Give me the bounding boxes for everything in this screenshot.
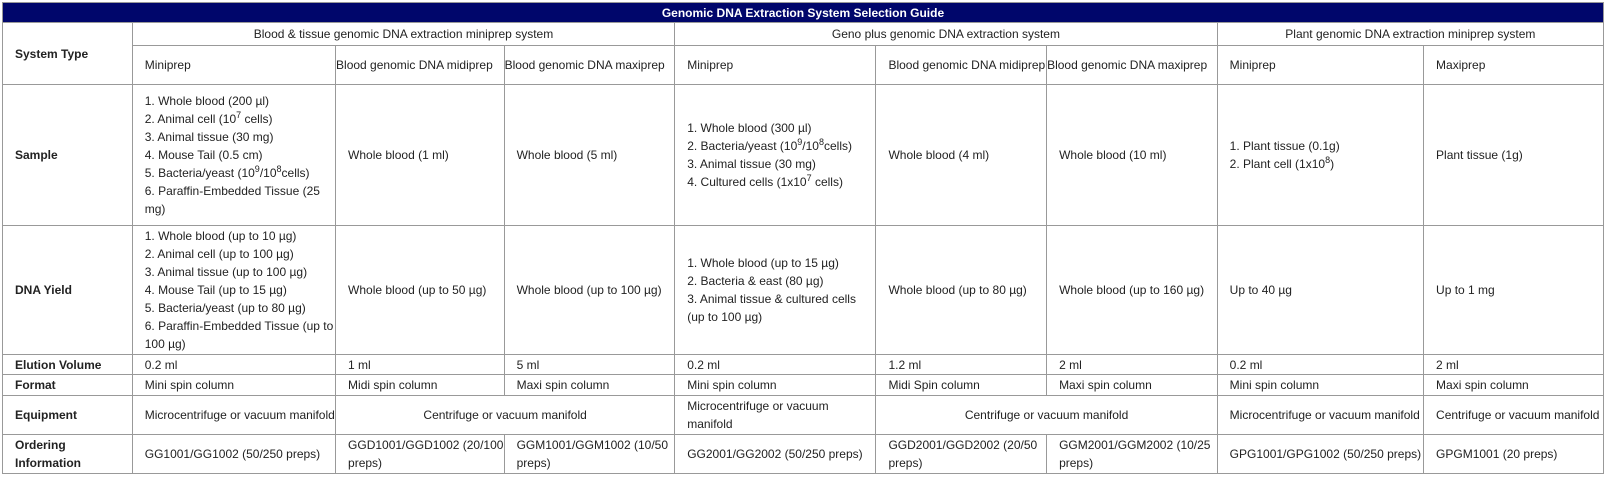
ordering-cell-8: GPGM1001 (20 preps) xyxy=(1424,435,1604,474)
elution-cell-7: 0.2 ml xyxy=(1217,355,1423,375)
elution-cell-3: 5 ml xyxy=(504,355,675,375)
sample-1-line-1: 1. Whole blood (200 µl) xyxy=(144,94,270,108)
format-cell-7: Mini spin column xyxy=(1217,375,1423,396)
sample-1-line-5: 5. Bacteria/yeast $(10^9/10^8cells)$ xyxy=(144,164,310,180)
yield-4-line-1: 1. Whole blood (up to 15 µg) xyxy=(687,256,839,270)
sample-1-line-6: 6. Paraffin-Embedded Tissue (25 mg) xyxy=(144,184,320,216)
ordering-cell-5: GGD2001/GGD2002 (20/50 preps) xyxy=(876,435,1047,474)
elution-cell-8: 2 ml xyxy=(1424,355,1604,375)
sample-4-line-3: 3. Animal tissue (30 mg) xyxy=(687,157,816,171)
elution-cell-2: 1 ml xyxy=(336,355,505,375)
format-cell-6: Maxi spin column xyxy=(1047,375,1218,396)
table-title: Genomic DNA Extraction System Selection Guide xyxy=(3,3,1604,23)
yield-cell-6: Whole blood (up to 160 µg) xyxy=(1047,226,1218,355)
row-label-sample: Sample xyxy=(3,85,133,226)
format-cell-2: Midi spin column xyxy=(336,375,505,396)
sample-cell-4 xyxy=(675,85,876,226)
yield-cell-1 xyxy=(132,226,335,355)
equipment-cell-4: Microcentrifuge or vacuum manifold xyxy=(675,396,876,435)
col-type-5: Blood genomic DNA midiprep xyxy=(876,46,1047,85)
ordering-cell-6: GGM2001/GGM2002 (10/25 preps) xyxy=(1047,435,1218,474)
group-plant: Plant genomic DNA extraction miniprep system xyxy=(1217,23,1603,46)
format-cell-8: Maxi spin column xyxy=(1424,375,1604,396)
sample-cell-5: Whole blood (4 ml) xyxy=(876,85,1047,226)
format-cell-3: Maxi spin column xyxy=(504,375,675,396)
yield-1-line-4: 4. Mouse Tail (up to 15 µg) xyxy=(144,283,287,297)
col-type-3: Blood genomic DNA maxiprep xyxy=(504,46,675,85)
sample-1-line-4: 4. Mouse Tail (0.5 cm) xyxy=(144,148,263,162)
yield-cell-3: Whole blood (up to 100 µg) xyxy=(504,226,675,355)
ordering-cell-3: GGM1001/GGM1002 (10/50 preps) xyxy=(504,435,675,474)
ordering-cell-4: GG2001/GG2002 (50/250 preps) xyxy=(675,435,876,474)
yield-cell-7: Up to 40 µg xyxy=(1217,226,1423,355)
yield-cell-4 xyxy=(675,226,876,355)
row-label-elution-volume: Elution Volume xyxy=(3,355,133,375)
equipment-cell-5-6: Centrifuge or vacuum manifold xyxy=(876,396,1217,435)
elution-cell-6: 2 ml xyxy=(1047,355,1218,375)
col-type-7: Miniprep xyxy=(1217,46,1423,85)
equipment-cell-1: Microcentrifuge or vacuum manifold xyxy=(132,396,335,435)
format-cell-5: Midi Spin column xyxy=(876,375,1047,396)
sample-7-line-2: 2. Plant cell $(1x10^8)$ xyxy=(1229,155,1335,171)
yield-4-line-3: 3. Animal tissue & cultured cells (up to 100 µg) xyxy=(687,292,856,324)
sample-1-line-3: 3. Animal tissue (30 mg) xyxy=(144,130,274,144)
col-type-2: Blood genomic DNA midiprep xyxy=(336,46,505,85)
elution-cell-5: 1.2 ml xyxy=(876,355,1047,375)
sample-cell-7 xyxy=(1217,85,1423,226)
yield-cell-8: Up to 1 mg xyxy=(1424,226,1604,355)
row-label-ordering-information: Ordering Information xyxy=(3,435,133,474)
col-type-4: Miniprep xyxy=(675,46,876,85)
row-label-equipment: Equipment xyxy=(3,396,133,435)
yield-1-line-2: 2. Animal cell (up to 100 µg) xyxy=(144,247,294,261)
row-label-format: Format xyxy=(3,375,133,396)
elution-cell-4: 0.2 ml xyxy=(675,355,876,375)
sample-4-line-4: 4. Cultured cells ($1x10^7$ cells) xyxy=(687,173,843,189)
yield-4-line-2: 2. Bacteria & east (80 µg) xyxy=(687,274,824,288)
row-label-dna-yield: DNA Yield xyxy=(3,226,133,355)
group-blood-tissue: Blood & tissue genomic DNA extraction miniprep system xyxy=(132,23,674,46)
sample-4-line-2: 2. Bacteria/yeast $(10^9/10^8cells)$ xyxy=(687,137,852,153)
ordering-cell-2: GGD1001/GGD1002 (20/100 preps) xyxy=(336,435,505,474)
format-cell-4: Mini spin column xyxy=(675,375,876,396)
yield-1-line-3: 3. Animal tissue (up to 100 µg) xyxy=(144,265,308,279)
col-type-6: Blood genomic DNA maxiprep xyxy=(1047,46,1218,85)
sample-7-line-1: 1. Plant tissue (0.1g) xyxy=(1229,139,1340,153)
sample-cell-2: Whole blood (1 ml) xyxy=(336,85,505,226)
equipment-cell-8: Centrifuge or vacuum manifold xyxy=(1424,396,1604,435)
col-type-8: Maxiprep xyxy=(1424,46,1604,85)
yield-cell-2: Whole blood (up to 50 µg) xyxy=(336,226,505,355)
elution-cell-1: 0.2 ml xyxy=(132,355,335,375)
selection-guide xyxy=(2,2,1604,474)
row-label-system-type: System Type xyxy=(3,23,133,85)
sample-1-line-2: 2. Animal cell ($10^7$ cells) xyxy=(144,110,273,126)
ordering-cell-7: GPG1001/GPG1002 (50/250 preps) xyxy=(1217,435,1423,474)
sample-cell-6: Whole blood (10 ml) xyxy=(1047,85,1218,226)
col-type-1: Miniprep xyxy=(132,46,335,85)
yield-cell-5: Whole blood (up to 80 µg) xyxy=(876,226,1047,355)
equipment-cell-7: Microcentrifuge or vacuum manifold xyxy=(1217,396,1423,435)
ordering-cell-1: GG1001/GG1002 (50/250 preps) xyxy=(132,435,335,474)
sample-cell-8: Plant tissue (1g) xyxy=(1424,85,1604,226)
group-geno-plus: Geno plus genomic DNA extraction system xyxy=(675,23,1217,46)
format-cell-1: Mini spin column xyxy=(132,375,335,396)
yield-1-line-5: 5. Bacteria/yeast (up to 80 µg) xyxy=(144,301,306,315)
yield-1-line-6: 6. Paraffin-Embedded Tissue (up to 100 µg) xyxy=(144,319,334,351)
sample-cell-3: Whole blood (5 ml) xyxy=(504,85,675,226)
sample-4-line-1: 1. Whole blood (300 µl) xyxy=(687,121,812,135)
sample-cell-1 xyxy=(132,85,335,226)
yield-1-line-1: 1. Whole blood (up to 10 µg) xyxy=(144,229,297,243)
equipment-cell-2-3: Centrifuge or vacuum manifold xyxy=(336,396,675,435)
selection-guide-table xyxy=(2,2,1604,474)
